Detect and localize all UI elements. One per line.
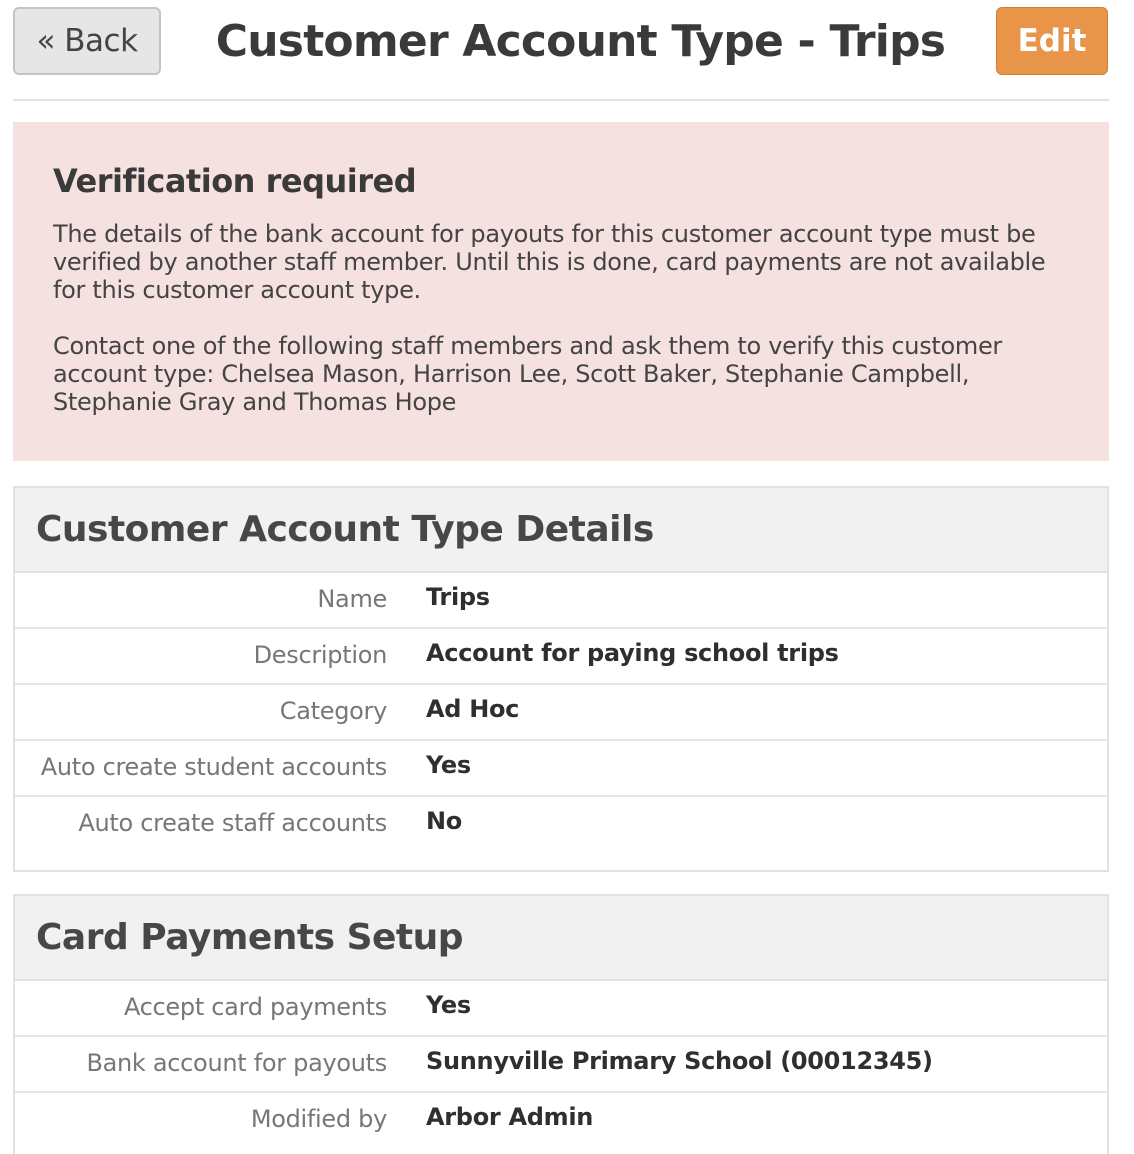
detail-row-name: [15, 573, 1107, 629]
header-divider: [13, 99, 1109, 101]
row-label: Auto create student accounts: [40, 753, 387, 781]
row-value: Ad Hoc: [426, 695, 520, 723]
row-label: Modified by: [250, 1105, 387, 1133]
verification-alert: [13, 122, 1109, 461]
row-value: Trips: [426, 583, 490, 611]
alert-paragraph: The details of the bank account for payouts for this customer account type must be verified by another staff member. Until this is done, card payments are not available for this customer account type.: [53, 220, 1046, 304]
details-panel: [13, 486, 1109, 872]
row-label: Description: [253, 641, 387, 669]
details-panel-title: Customer Account Type Details: [15, 488, 1107, 573]
card-payments-panel: [13, 894, 1109, 1154]
page-header: [13, 7, 1108, 75]
row-value: No: [426, 807, 462, 835]
alert-paragraph: Contact one of the following staff members and ask them to verify this customer account type: Chelsea Mason, Harrison Lee, Scott Baker, Stephanie Campbell, Stephanie Gray and Thomas Hope: [53, 332, 1003, 416]
row-label: Accept card payments: [123, 993, 387, 1021]
detail-row-description: [15, 629, 1107, 685]
back-button[interactable]: « Back: [13, 7, 161, 75]
row-label: Bank account for payouts: [86, 1049, 387, 1077]
row-value: Yes: [426, 991, 471, 1019]
detail-row-auto-student: [15, 741, 1107, 797]
page-title: Customer Account Type - Trips: [215, 15, 946, 67]
edit-button[interactable]: Edit: [996, 7, 1108, 75]
row-label: Name: [317, 585, 387, 613]
card-payments-panel-title: Card Payments Setup: [15, 896, 1107, 981]
detail-row-category: [15, 685, 1107, 741]
row-label: Category: [279, 697, 387, 725]
alert-title: Verification required: [53, 162, 417, 200]
row-label: Auto create staff accounts: [78, 809, 387, 837]
row-value: Arbor Admin: [426, 1103, 594, 1131]
row-value: Account for paying school trips: [426, 639, 839, 667]
row-value: Sunnyville Primary School (00012345): [426, 1047, 933, 1075]
card-row-accept: [15, 981, 1107, 1037]
detail-row-auto-staff: [15, 797, 1107, 853]
card-row-modified-by: [15, 1093, 1107, 1149]
row-value: Yes: [426, 751, 471, 779]
card-row-bank-account: [15, 1037, 1107, 1093]
